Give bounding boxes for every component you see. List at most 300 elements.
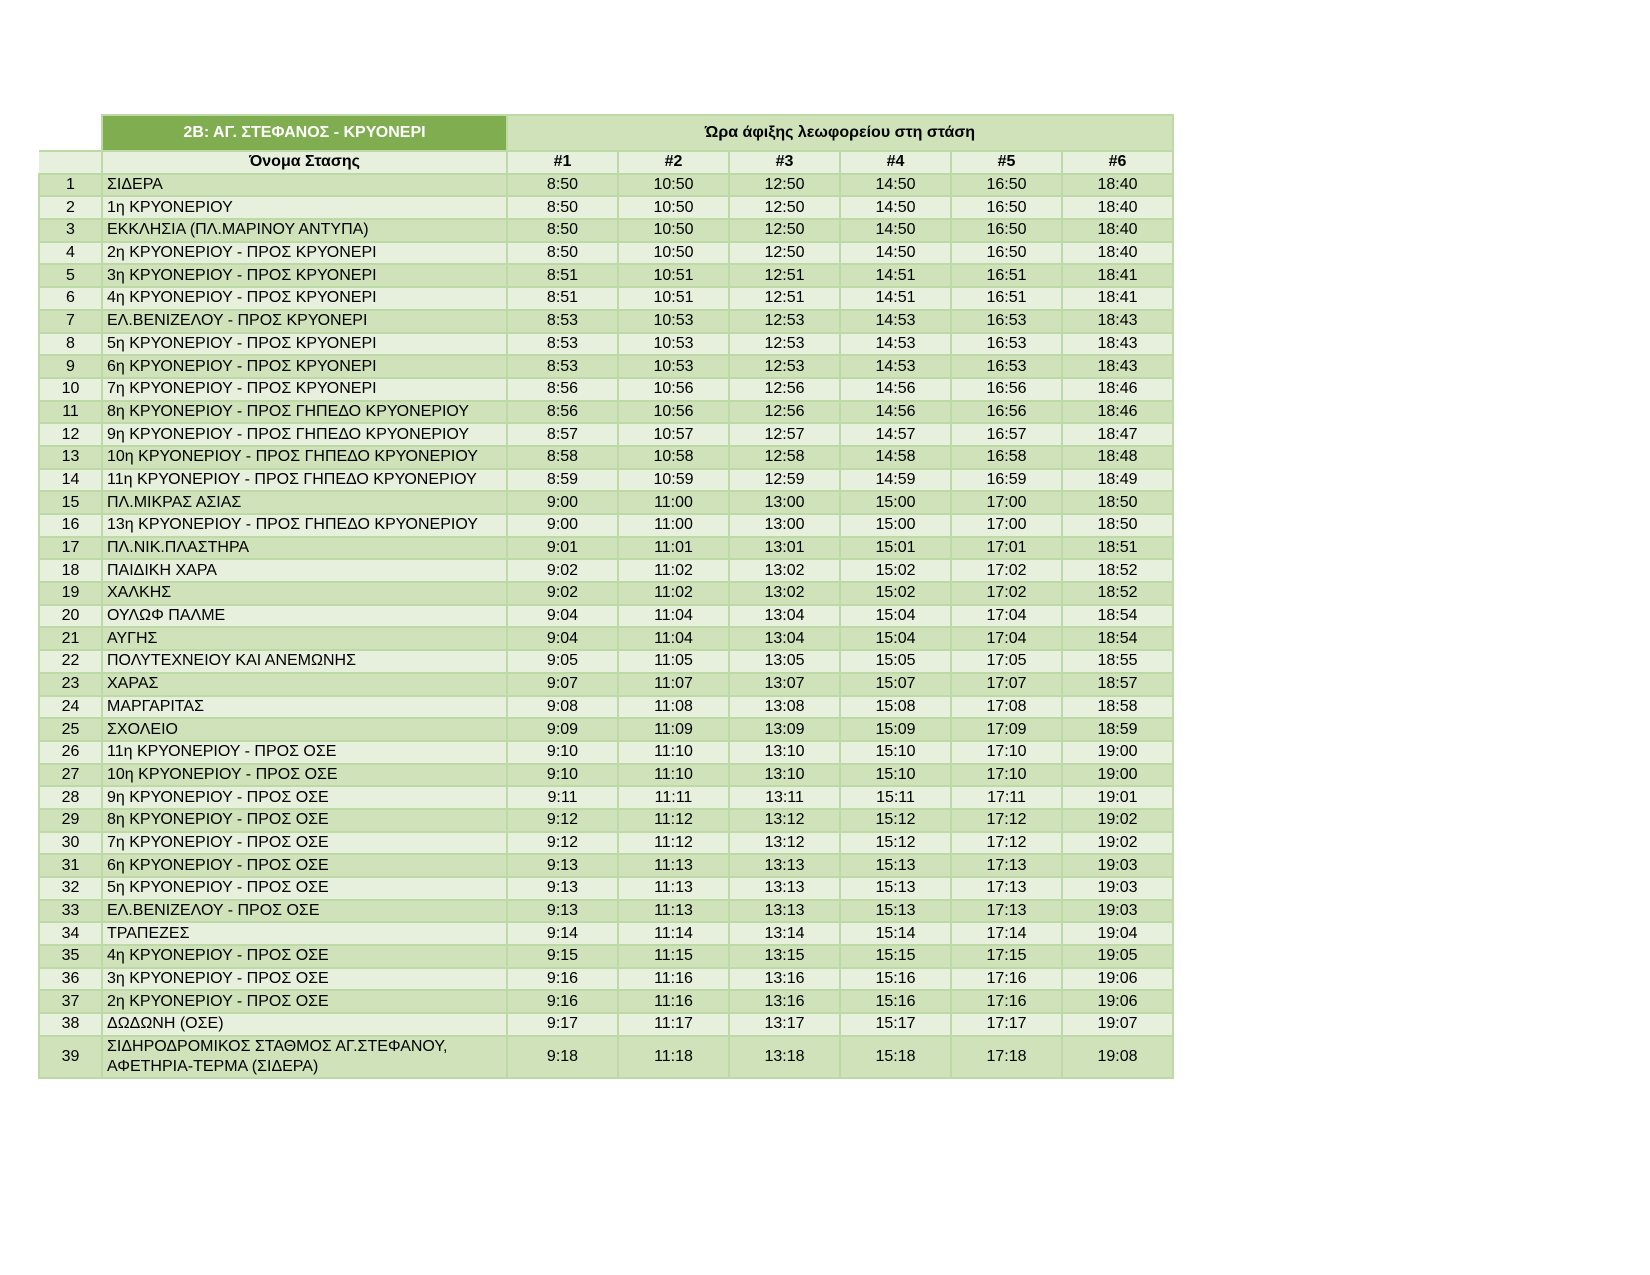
table-row — [39, 559, 1173, 582]
table-row — [39, 945, 1173, 968]
arrival-time: 9:16 — [507, 990, 618, 1013]
arrival-time: 9:08 — [507, 696, 618, 719]
arrival-time: 13:18 — [729, 1036, 840, 1078]
arrival-time: 18:55 — [1062, 650, 1173, 673]
stop-name: 1η ΚΡΥΟΝΕΡΙΟΥ — [102, 196, 507, 219]
arrival-time: 8:50 — [507, 196, 618, 219]
arrival-time: 15:12 — [840, 809, 951, 832]
arrival-time: 19:03 — [1062, 877, 1173, 900]
arrival-time: 17:18 — [951, 1036, 1062, 1078]
arrival-time: 14:56 — [840, 401, 951, 424]
stop-name: 10η ΚΡΥΟΝΕΡΙΟΥ - ΠΡΟΣ ΟΣΕ — [102, 764, 507, 787]
stop-number: 31 — [39, 854, 102, 877]
arrival-time: 10:56 — [618, 401, 729, 424]
stop-name: ΧΑΡΑΣ — [102, 673, 507, 696]
arrival-time: 12:57 — [729, 423, 840, 446]
stop-number: 38 — [39, 1013, 102, 1036]
stop-number: 37 — [39, 990, 102, 1013]
arrival-time: 9:11 — [507, 786, 618, 809]
arrival-time: 14:50 — [840, 174, 951, 197]
table-row — [39, 968, 1173, 991]
arrival-time: 15:14 — [840, 922, 951, 945]
arrival-time: 11:04 — [618, 605, 729, 628]
stop-name: ΕΚΚΛΗΣΙΑ (ΠΛ.ΜΑΡΙΝΟΥ ΑΝΤΥΠΑ) — [102, 219, 507, 242]
arrival-time: 9:14 — [507, 922, 618, 945]
stop-name: ΣΙΔΕΡΑ — [102, 174, 507, 197]
arrival-time: 11:02 — [618, 582, 729, 605]
arrival-time: 8:57 — [507, 423, 618, 446]
arrival-time: 17:04 — [951, 605, 1062, 628]
stop-name: 8η ΚΡΥΟΝΕΡΙΟΥ - ΠΡΟΣ ΓΗΠΕΔΟ ΚΡΥΟΝΕΡΙΟΥ — [102, 401, 507, 424]
arrival-time: 16:50 — [951, 219, 1062, 242]
arrival-time: 18:40 — [1062, 219, 1173, 242]
table-row — [39, 355, 1173, 378]
arrival-time: 8:53 — [507, 310, 618, 333]
table-row — [39, 514, 1173, 537]
stop-number: 15 — [39, 491, 102, 514]
arrival-time: 8:50 — [507, 219, 618, 242]
arrival-time: 18:51 — [1062, 537, 1173, 560]
arrival-time: 10:50 — [618, 196, 729, 219]
arrival-time: 8:53 — [507, 355, 618, 378]
stop-number: 23 — [39, 673, 102, 696]
stop-number: 16 — [39, 514, 102, 537]
title-row — [39, 115, 1173, 151]
arrival-time: 9:12 — [507, 809, 618, 832]
arrival-time: 13:11 — [729, 786, 840, 809]
arrival-time: 12:56 — [729, 401, 840, 424]
arrival-time: 19:08 — [1062, 1036, 1173, 1078]
arrival-time: 8:51 — [507, 287, 618, 310]
arrival-time: 17:10 — [951, 764, 1062, 787]
arrival-time: 9:07 — [507, 673, 618, 696]
table-row — [39, 242, 1173, 265]
stop-name-line: ΣΙΔΗΡΟΔΡΟΜΙΚΟΣ ΣΤΑΘΜΟΣ ΑΓ.ΣΤΕΦΑΝΟΥ, — [107, 1037, 448, 1055]
table-row — [39, 1036, 1173, 1078]
trip-header: #2 — [618, 151, 729, 174]
table-row — [39, 650, 1173, 673]
arrival-time: 16:57 — [951, 423, 1062, 446]
arrival-time: 8:51 — [507, 264, 618, 287]
stop-number: 2 — [39, 196, 102, 219]
arrival-time: 18:52 — [1062, 582, 1173, 605]
table-row — [39, 1013, 1173, 1036]
table-row — [39, 310, 1173, 333]
route-title: 2Β: ΑΓ. ΣΤΕΦΑΝΟΣ - ΚΡΥΟΝΕΡΙ — [102, 115, 507, 151]
arrival-time: 11:10 — [618, 764, 729, 787]
arrival-time: 10:51 — [618, 264, 729, 287]
arrival-time: 16:51 — [951, 287, 1062, 310]
arrival-time: 9:02 — [507, 559, 618, 582]
trip-header: #1 — [507, 151, 618, 174]
arrival-time: 19:03 — [1062, 900, 1173, 923]
arrival-time: 15:12 — [840, 832, 951, 855]
stop-name: 4η ΚΡΥΟΝΕΡΙΟΥ - ΠΡΟΣ ΟΣΕ — [102, 945, 507, 968]
stop-number: 24 — [39, 696, 102, 719]
arrival-time: 16:56 — [951, 401, 1062, 424]
arrival-time: 18:59 — [1062, 718, 1173, 741]
timetable — [38, 114, 1174, 1079]
table-row — [39, 174, 1173, 197]
arrival-time: 13:13 — [729, 900, 840, 923]
stop-number: 12 — [39, 423, 102, 446]
number-header-cell — [39, 151, 102, 174]
arrival-time: 11:17 — [618, 1013, 729, 1036]
arrival-time: 13:08 — [729, 696, 840, 719]
arrival-time: 16:53 — [951, 333, 1062, 356]
table-row — [39, 196, 1173, 219]
arrival-time: 17:08 — [951, 696, 1062, 719]
arrival-time: 15:17 — [840, 1013, 951, 1036]
arrival-time: 15:02 — [840, 559, 951, 582]
table-row — [39, 854, 1173, 877]
arrival-time: 14:57 — [840, 423, 951, 446]
arrival-time: 9:16 — [507, 968, 618, 991]
arrival-time: 10:59 — [618, 469, 729, 492]
arrival-time: 19:02 — [1062, 832, 1173, 855]
stop-number: 36 — [39, 968, 102, 991]
arrival-time: 17:16 — [951, 990, 1062, 1013]
table-row — [39, 605, 1173, 628]
table-row — [39, 469, 1173, 492]
arrival-time: 18:54 — [1062, 605, 1173, 628]
table-row — [39, 264, 1173, 287]
arrival-time: 19:02 — [1062, 809, 1173, 832]
arrival-time: 16:50 — [951, 242, 1062, 265]
arrival-time: 11:12 — [618, 832, 729, 855]
stop-name: ΜΑΡΓΑΡΙΤΑΣ — [102, 696, 507, 719]
stop-name: 7η ΚΡΥΟΝΕΡΙΟΥ - ΠΡΟΣ ΚΡΥΟΝΕΡΙ — [102, 378, 507, 401]
table-row — [39, 219, 1173, 242]
stop-name: ΠΟΛΥΤΕΧΝΕΙΟΥ ΚΑΙ ΑΝΕΜΩΝΗΣ — [102, 650, 507, 673]
arrival-time: 16:59 — [951, 469, 1062, 492]
stop-number: 8 — [39, 333, 102, 356]
table-row — [39, 333, 1173, 356]
arrival-time: 17:02 — [951, 559, 1062, 582]
arrival-time: 17:00 — [951, 491, 1062, 514]
arrival-time: 16:58 — [951, 446, 1062, 469]
stops-table-body — [39, 174, 1173, 1078]
arrival-time: 17:04 — [951, 627, 1062, 650]
arrival-time: 9:10 — [507, 764, 618, 787]
stop-number: 28 — [39, 786, 102, 809]
stop-number: 20 — [39, 605, 102, 628]
stop-name: 13η ΚΡΥΟΝΕΡΙΟΥ - ΠΡΟΣ ΓΗΠΕΔΟ ΚΡΥΟΝΕΡΙΟΥ — [102, 514, 507, 537]
arrival-time: 16:50 — [951, 174, 1062, 197]
table-row — [39, 922, 1173, 945]
stop-name: 9η ΚΡΥΟΝΕΡΙΟΥ - ΠΡΟΣ ΟΣΕ — [102, 786, 507, 809]
arrival-time: 10:58 — [618, 446, 729, 469]
stop-name: 2η ΚΡΥΟΝΕΡΙΟΥ - ΠΡΟΣ ΚΡΥΟΝΕΡΙ — [102, 242, 507, 265]
arrival-time: 18:43 — [1062, 333, 1173, 356]
arrival-time: 15:15 — [840, 945, 951, 968]
stop-number: 1 — [39, 174, 102, 197]
stop-number: 35 — [39, 945, 102, 968]
arrival-time: 15:00 — [840, 491, 951, 514]
arrival-time: 13:00 — [729, 491, 840, 514]
arrival-time: 11:12 — [618, 809, 729, 832]
stop-name: ΔΩΔΩΝΗ (ΟΣΕ) — [102, 1013, 507, 1036]
stop-name: ΤΡΑΠΕΖΕΣ — [102, 922, 507, 945]
stop-number: 29 — [39, 809, 102, 832]
arrival-time: 14:58 — [840, 446, 951, 469]
arrival-time: 11:00 — [618, 514, 729, 537]
stop-name: 6η ΚΡΥΟΝΕΡΙΟΥ - ΠΡΟΣ ΟΣΕ — [102, 854, 507, 877]
arrival-time: 11:16 — [618, 968, 729, 991]
stop-number: 30 — [39, 832, 102, 855]
arrival-time: 15:13 — [840, 900, 951, 923]
arrival-time: 18:40 — [1062, 174, 1173, 197]
arrival-time: 14:50 — [840, 219, 951, 242]
arrival-time: 14:53 — [840, 355, 951, 378]
arrival-time: 18:40 — [1062, 196, 1173, 219]
stop-number: 27 — [39, 764, 102, 787]
arrival-time: 13:04 — [729, 627, 840, 650]
arrival-time: 14:53 — [840, 310, 951, 333]
arrival-time: 8:53 — [507, 333, 618, 356]
stop-number: 21 — [39, 627, 102, 650]
stop-name: 5η ΚΡΥΟΝΕΡΙΟΥ - ΠΡΟΣ ΟΣΕ — [102, 877, 507, 900]
arrival-time: 19:04 — [1062, 922, 1173, 945]
arrival-time: 13:13 — [729, 854, 840, 877]
arrival-time: 15:09 — [840, 718, 951, 741]
arrival-time: 15:11 — [840, 786, 951, 809]
arrival-time: 10:50 — [618, 174, 729, 197]
arrival-time: 13:10 — [729, 741, 840, 764]
arrival-time: 16:53 — [951, 310, 1062, 333]
arrival-time: 15:04 — [840, 605, 951, 628]
arrival-time: 11:01 — [618, 537, 729, 560]
arrival-time: 8:50 — [507, 174, 618, 197]
stop-name: 11η ΚΡΥΟΝΕΡΙΟΥ - ΠΡΟΣ ΓΗΠΕΔΟ ΚΡΥΟΝΕΡΙΟΥ — [102, 469, 507, 492]
arrival-time: 12:51 — [729, 264, 840, 287]
arrival-time: 11:07 — [618, 673, 729, 696]
table-row — [39, 491, 1173, 514]
stop-name: ΣΧΟΛΕΙΟ — [102, 718, 507, 741]
arrival-time: 19:00 — [1062, 741, 1173, 764]
stop-name: ΑΥΓΗΣ — [102, 627, 507, 650]
arrival-time: 17:07 — [951, 673, 1062, 696]
arrival-time: 15:13 — [840, 854, 951, 877]
arrival-time: 17:09 — [951, 718, 1062, 741]
arrival-time: 12:59 — [729, 469, 840, 492]
arrival-time: 9:17 — [507, 1013, 618, 1036]
arrival-time: 17:00 — [951, 514, 1062, 537]
arrival-time: 13:16 — [729, 990, 840, 1013]
arrival-time: 12:51 — [729, 287, 840, 310]
arrival-time: 9:12 — [507, 832, 618, 855]
arrival-time: 13:14 — [729, 922, 840, 945]
arrival-time: 18:52 — [1062, 559, 1173, 582]
arrival-time: 10:50 — [618, 219, 729, 242]
arrival-time: 13:15 — [729, 945, 840, 968]
stop-number: 5 — [39, 264, 102, 287]
arrival-time: 9:04 — [507, 627, 618, 650]
arrival-time: 11:10 — [618, 741, 729, 764]
stop-number: 14 — [39, 469, 102, 492]
arrival-time: 12:53 — [729, 310, 840, 333]
arrival-time: 9:15 — [507, 945, 618, 968]
arrival-time: 15:07 — [840, 673, 951, 696]
stop-name — [102, 1036, 507, 1078]
trip-header: #3 — [729, 151, 840, 174]
stop-name: 3η ΚΡΥΟΝΕΡΙΟΥ - ΠΡΟΣ ΟΣΕ — [102, 968, 507, 991]
arrival-time: 11:13 — [618, 877, 729, 900]
arrival-time: 13:04 — [729, 605, 840, 628]
arrival-time: 13:12 — [729, 832, 840, 855]
arrival-time: 17:15 — [951, 945, 1062, 968]
arrival-time: 11:09 — [618, 718, 729, 741]
stop-name: 6η ΚΡΥΟΝΕΡΙΟΥ - ΠΡΟΣ ΚΡΥΟΝΕΡΙ — [102, 355, 507, 378]
arrival-time: 17:02 — [951, 582, 1062, 605]
arrival-time: 15:08 — [840, 696, 951, 719]
arrival-time: 18:43 — [1062, 355, 1173, 378]
arrival-time: 13:05 — [729, 650, 840, 673]
arrival-time: 19:03 — [1062, 854, 1173, 877]
arrival-time: 18:50 — [1062, 514, 1173, 537]
arrival-time: 11:08 — [618, 696, 729, 719]
stop-name: ΕΛ.ΒΕΝΙΖΕΛΟΥ - ΠΡΟΣ ΚΡΥΟΝΕΡΙ — [102, 310, 507, 333]
stop-name: 5η ΚΡΥΟΝΕΡΙΟΥ - ΠΡΟΣ ΚΡΥΟΝΕΡΙ — [102, 333, 507, 356]
arrival-time: 18:48 — [1062, 446, 1173, 469]
stop-name-line: ΑΦΕΤΗΡΙΑ-ΤΕΡΜΑ (ΣΙΔΕΡΑ) — [107, 1057, 319, 1075]
stop-name: ΠΑΙΔΙΚΗ ΧΑΡΑ — [102, 559, 507, 582]
stop-name: ΠΛ.ΜΙΚΡΑΣ ΑΣΙΑΣ — [102, 491, 507, 514]
table-row — [39, 378, 1173, 401]
arrival-time: 15:13 — [840, 877, 951, 900]
arrival-time: 18:49 — [1062, 469, 1173, 492]
stop-number: 9 — [39, 355, 102, 378]
arrival-time: 14:56 — [840, 378, 951, 401]
arrival-time: 16:51 — [951, 264, 1062, 287]
arrival-time: 13:17 — [729, 1013, 840, 1036]
arrival-time: 17:05 — [951, 650, 1062, 673]
arrival-time: 14:51 — [840, 287, 951, 310]
table-row — [39, 832, 1173, 855]
arrival-time: 13:07 — [729, 673, 840, 696]
arrival-time: 14:50 — [840, 242, 951, 265]
arrival-time: 13:02 — [729, 582, 840, 605]
arrival-time: 16:50 — [951, 196, 1062, 219]
arrival-time: 17:01 — [951, 537, 1062, 560]
stop-number: 4 — [39, 242, 102, 265]
arrival-time: 10:53 — [618, 333, 729, 356]
table-row — [39, 900, 1173, 923]
arrival-time: 17:14 — [951, 922, 1062, 945]
table-row — [39, 423, 1173, 446]
arrival-time: 11:14 — [618, 922, 729, 945]
stop-name-header: Όνομα Στασης — [102, 151, 507, 174]
stop-name: 3η ΚΡΥΟΝΕΡΙΟΥ - ΠΡΟΣ ΚΡΥΟΝΕΡΙ — [102, 264, 507, 287]
arrival-time: 19:05 — [1062, 945, 1173, 968]
arrival-time: 12:53 — [729, 355, 840, 378]
arrival-time: 15:05 — [840, 650, 951, 673]
table-row — [39, 718, 1173, 741]
trip-header: #4 — [840, 151, 951, 174]
stop-name: ΧΑΛΚΗΣ — [102, 582, 507, 605]
arrival-time: 11:13 — [618, 854, 729, 877]
stop-name: 4η ΚΡΥΟΝΕΡΙΟΥ - ΠΡΟΣ ΚΡΥΟΝΕΡΙ — [102, 287, 507, 310]
arrival-time: 9:09 — [507, 718, 618, 741]
stop-name: 11η ΚΡΥΟΝΕΡΙΟΥ - ΠΡΟΣ ΟΣΕ — [102, 741, 507, 764]
arrival-time: 10:57 — [618, 423, 729, 446]
arrival-time: 15:10 — [840, 741, 951, 764]
arrival-time: 11:11 — [618, 786, 729, 809]
table-row — [39, 990, 1173, 1013]
arrival-time: 14:53 — [840, 333, 951, 356]
stop-name: 8η ΚΡΥΟΝΕΡΙΟΥ - ΠΡΟΣ ΟΣΕ — [102, 809, 507, 832]
arrival-time: 17:11 — [951, 786, 1062, 809]
arrival-time: 11:04 — [618, 627, 729, 650]
arrival-time: 17:13 — [951, 854, 1062, 877]
stop-number: 34 — [39, 922, 102, 945]
arrival-time: 11:05 — [618, 650, 729, 673]
table-row — [39, 582, 1173, 605]
stop-name: 2η ΚΡΥΟΝΕΡΙΟΥ - ΠΡΟΣ ΟΣΕ — [102, 990, 507, 1013]
table-row — [39, 673, 1173, 696]
arrival-time: 13:09 — [729, 718, 840, 741]
arrival-time: 13:10 — [729, 764, 840, 787]
arrival-time: 12:50 — [729, 219, 840, 242]
stop-name: 7η ΚΡΥΟΝΕΡΙΟΥ - ΠΡΟΣ ΟΣΕ — [102, 832, 507, 855]
arrival-time: 11:16 — [618, 990, 729, 1013]
stop-number: 17 — [39, 537, 102, 560]
arrival-time: 11:02 — [618, 559, 729, 582]
arrival-time: 18:47 — [1062, 423, 1173, 446]
arrival-time: 18:50 — [1062, 491, 1173, 514]
stop-number: 39 — [39, 1036, 102, 1078]
arrival-time: 13:02 — [729, 559, 840, 582]
arrival-time: 8:50 — [507, 242, 618, 265]
arrival-time: 11:18 — [618, 1036, 729, 1078]
stop-name: ΟΥΛΩΦ ΠΑΛΜΕ — [102, 605, 507, 628]
arrival-time: 9:13 — [507, 877, 618, 900]
stop-number: 18 — [39, 559, 102, 582]
arrival-time: 12:56 — [729, 378, 840, 401]
arrival-time: 16:56 — [951, 378, 1062, 401]
stop-number: 19 — [39, 582, 102, 605]
arrival-time: 19:06 — [1062, 968, 1173, 991]
table-row — [39, 877, 1173, 900]
arrival-time: 18:43 — [1062, 310, 1173, 333]
arrival-time: 10:53 — [618, 355, 729, 378]
arrival-time: 18:40 — [1062, 242, 1173, 265]
arrival-time: 9:13 — [507, 900, 618, 923]
stop-name: ΠΛ.ΝΙΚ.ΠΛΑΣΤΗΡΑ — [102, 537, 507, 560]
arrival-time-title: Ώρα άφιξης λεωφορείου στη στάση — [507, 115, 1173, 151]
arrival-time: 15:04 — [840, 627, 951, 650]
arrival-time: 10:53 — [618, 310, 729, 333]
arrival-time: 18:54 — [1062, 627, 1173, 650]
arrival-time: 12:58 — [729, 446, 840, 469]
stop-number: 22 — [39, 650, 102, 673]
arrival-time: 9:02 — [507, 582, 618, 605]
arrival-time: 17:12 — [951, 809, 1062, 832]
arrival-time: 15:18 — [840, 1036, 951, 1078]
stop-name: 9η ΚΡΥΟΝΕΡΙΟΥ - ΠΡΟΣ ΓΗΠΕΔΟ ΚΡΥΟΝΕΡΙΟΥ — [102, 423, 507, 446]
arrival-time: 19:06 — [1062, 990, 1173, 1013]
arrival-time: 18:41 — [1062, 264, 1173, 287]
arrival-time: 15:10 — [840, 764, 951, 787]
arrival-time: 13:00 — [729, 514, 840, 537]
arrival-time: 17:10 — [951, 741, 1062, 764]
arrival-time: 19:01 — [1062, 786, 1173, 809]
stop-number: 6 — [39, 287, 102, 310]
arrival-time: 8:56 — [507, 378, 618, 401]
table-row — [39, 809, 1173, 832]
arrival-time: 12:53 — [729, 333, 840, 356]
arrival-time: 8:58 — [507, 446, 618, 469]
